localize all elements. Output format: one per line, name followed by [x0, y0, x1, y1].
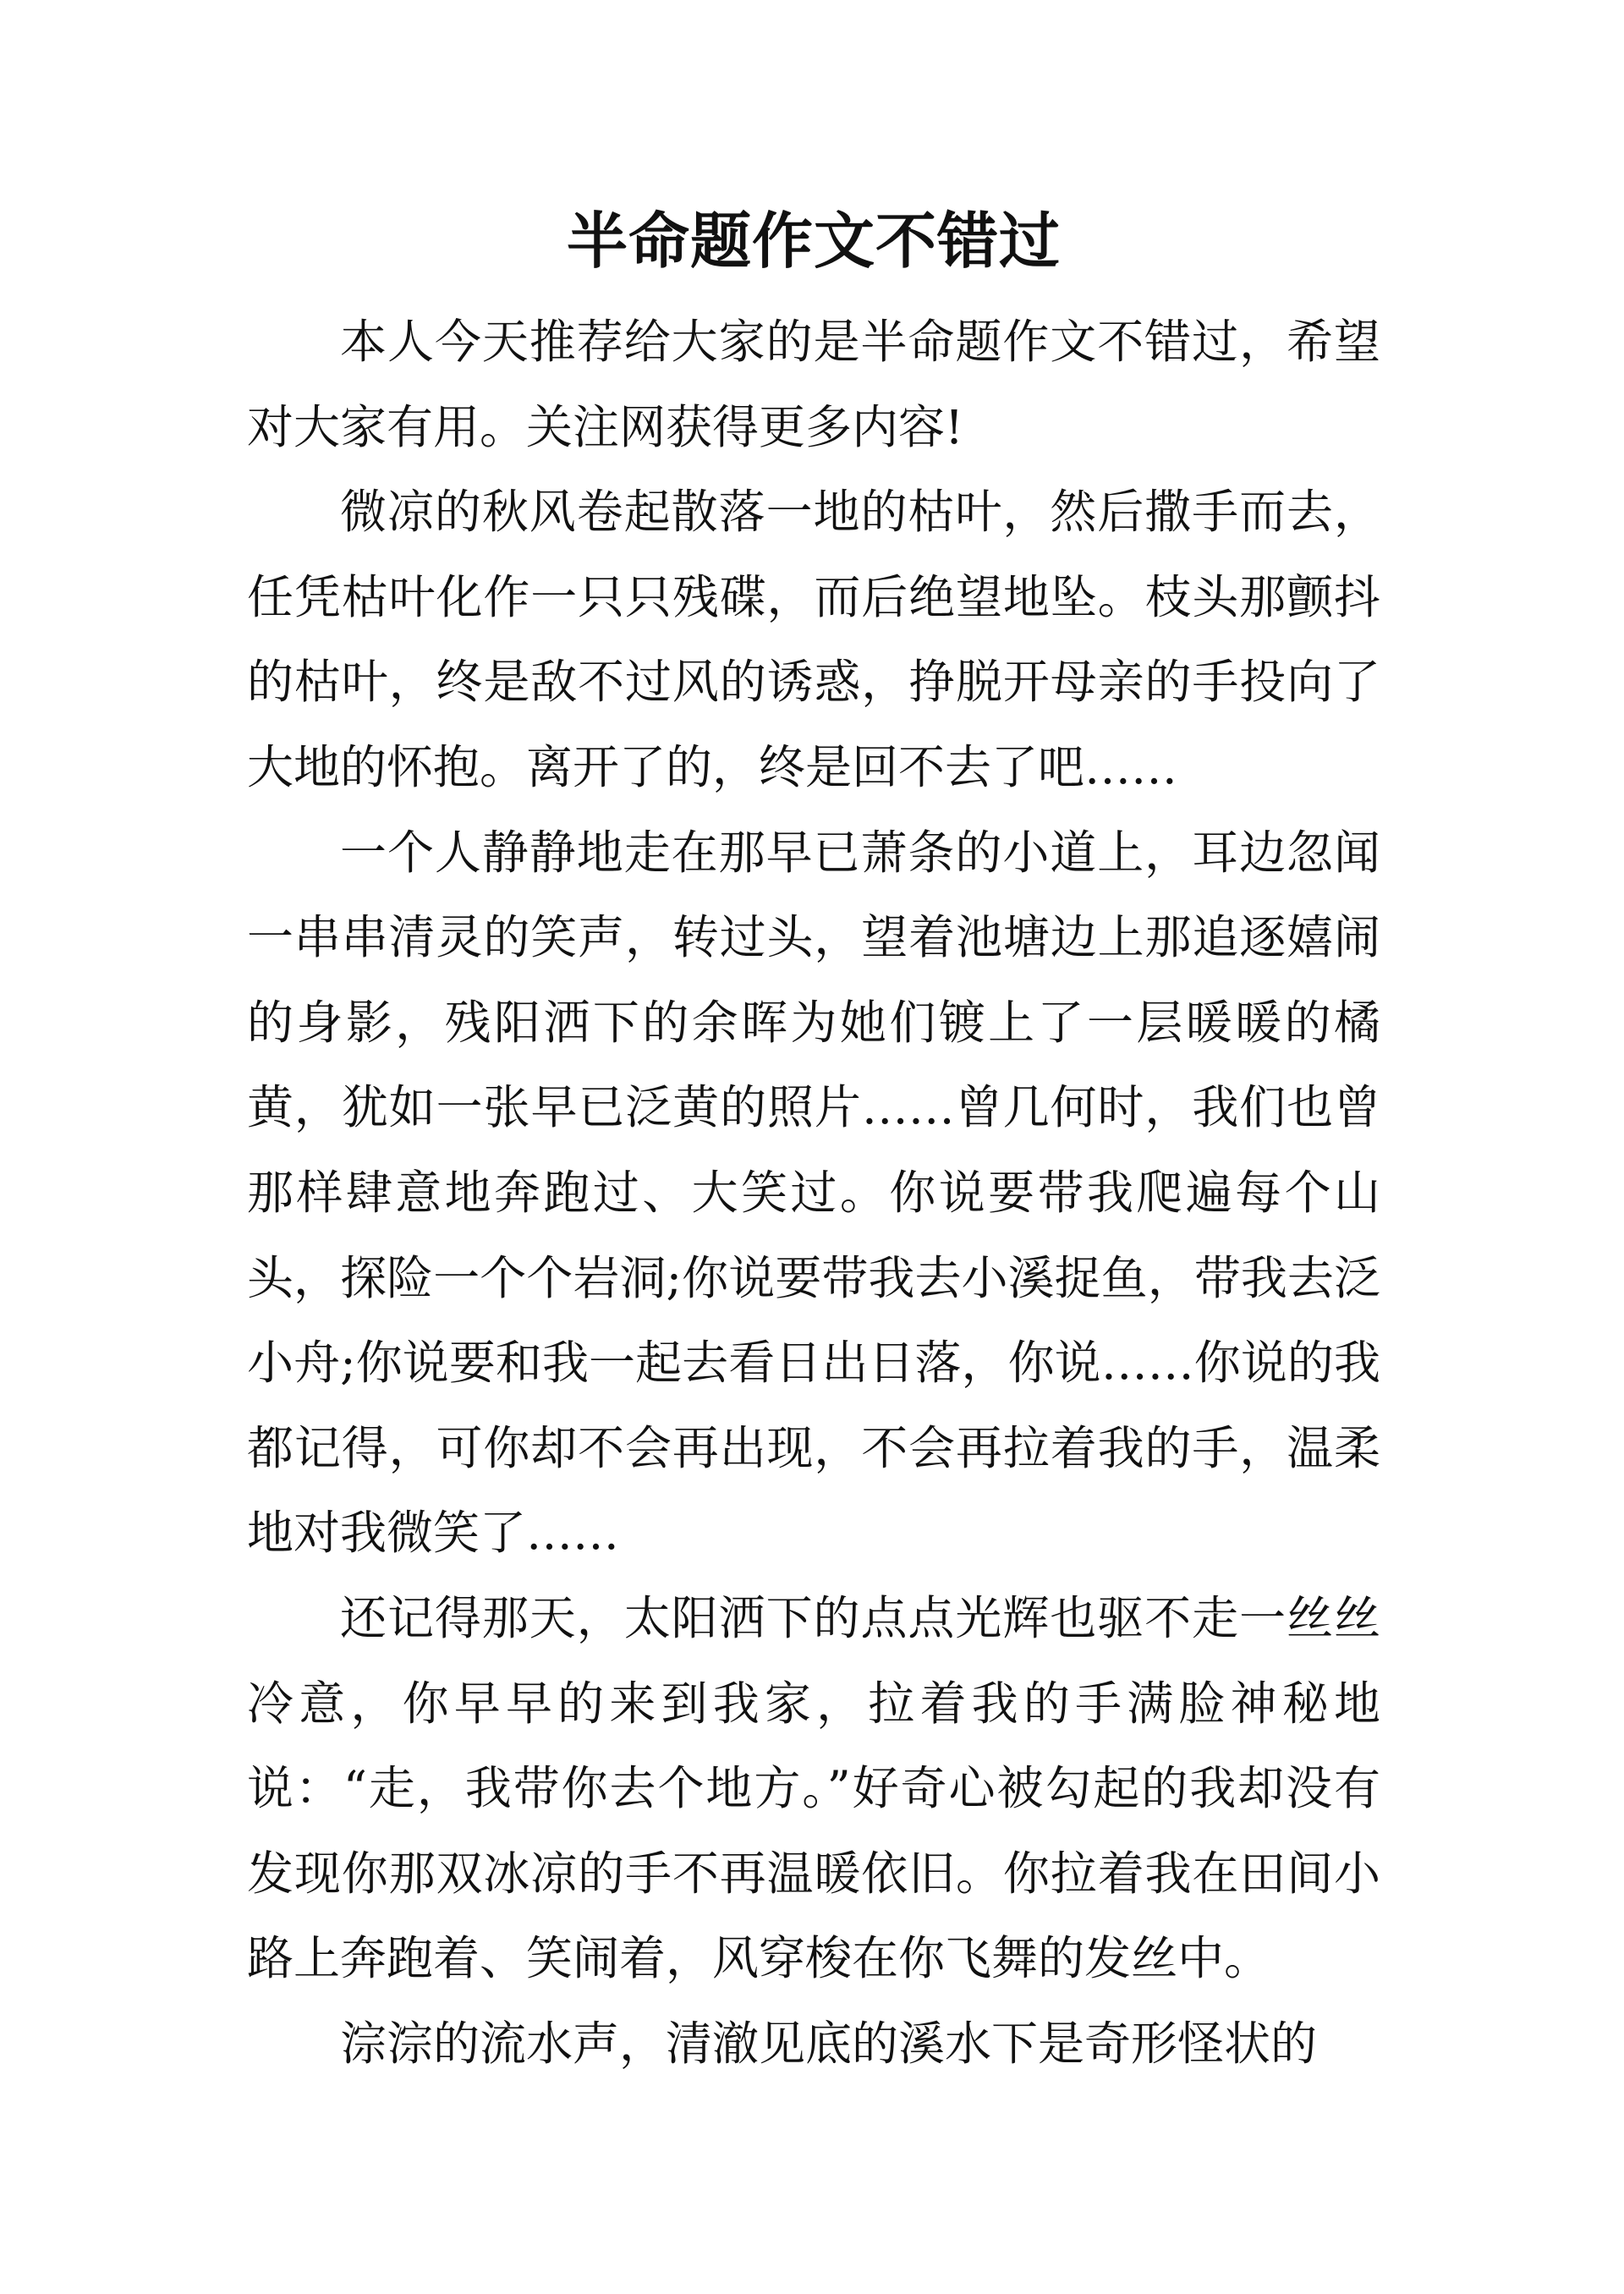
paragraph-that-day: 还记得那天，太阳洒下的点点光辉也驱不走一丝丝冷意，你早早的来到我家，拉着我的手满脸神秘地说：“走，我带你去个地方。”好奇心被勾起的我却没有发现你那双冰凉的手不再温暖依旧。你拉着我在田间小路上奔跑着、笑闹着，风穿梭在你飞舞的发丝中。	[247, 1590, 1380, 1986]
paragraph-memories: 一个人静静地走在那早已萧条的小道上，耳边忽闻一串串清灵的笑声，转过头，望着池塘边上那追逐嬉闹的身影，残阳洒下的余晖为她们镀上了一层暖暖的橘黄，犹如一张早已泛黄的照片……曾几何时，我们也曾那样肆意地奔跑过、大笑过。你说要带我爬遍每个山头，探险一个个岩洞;你说要带我去小溪捉鱼，带我去泛小舟;你说要和我一起去看日出日落，你说……你说的我都记得，可你却不会再出现，不会再拉着我的手，温柔地对我微笑了……	[247, 825, 1380, 1561]
paragraph-intro: 本人今天推荐给大家的是半命题作文不错过，希望对大家有用。关注网获得更多内容!	[247, 315, 1380, 454]
paragraph-stream: 淙淙的流水声，清澈见底的溪水下是奇形怪状的	[340, 2016, 1318, 2071]
paragraph-autumn-wind: 微凉的秋风卷起散落一地的枯叶，然后撒手而去，任凭枯叶化作一只只残碟，而后绝望地坠。枝头那颤抖的枯叶，终是敌不过风的诱惑，挣脱开母亲的手投向了大地的怀抱。离开了的，终是回不去了吧……	[247, 485, 1380, 794]
document-title: 半命题作文不错过	[566, 206, 1061, 277]
document-body	[247, 188, 1380, 2086]
